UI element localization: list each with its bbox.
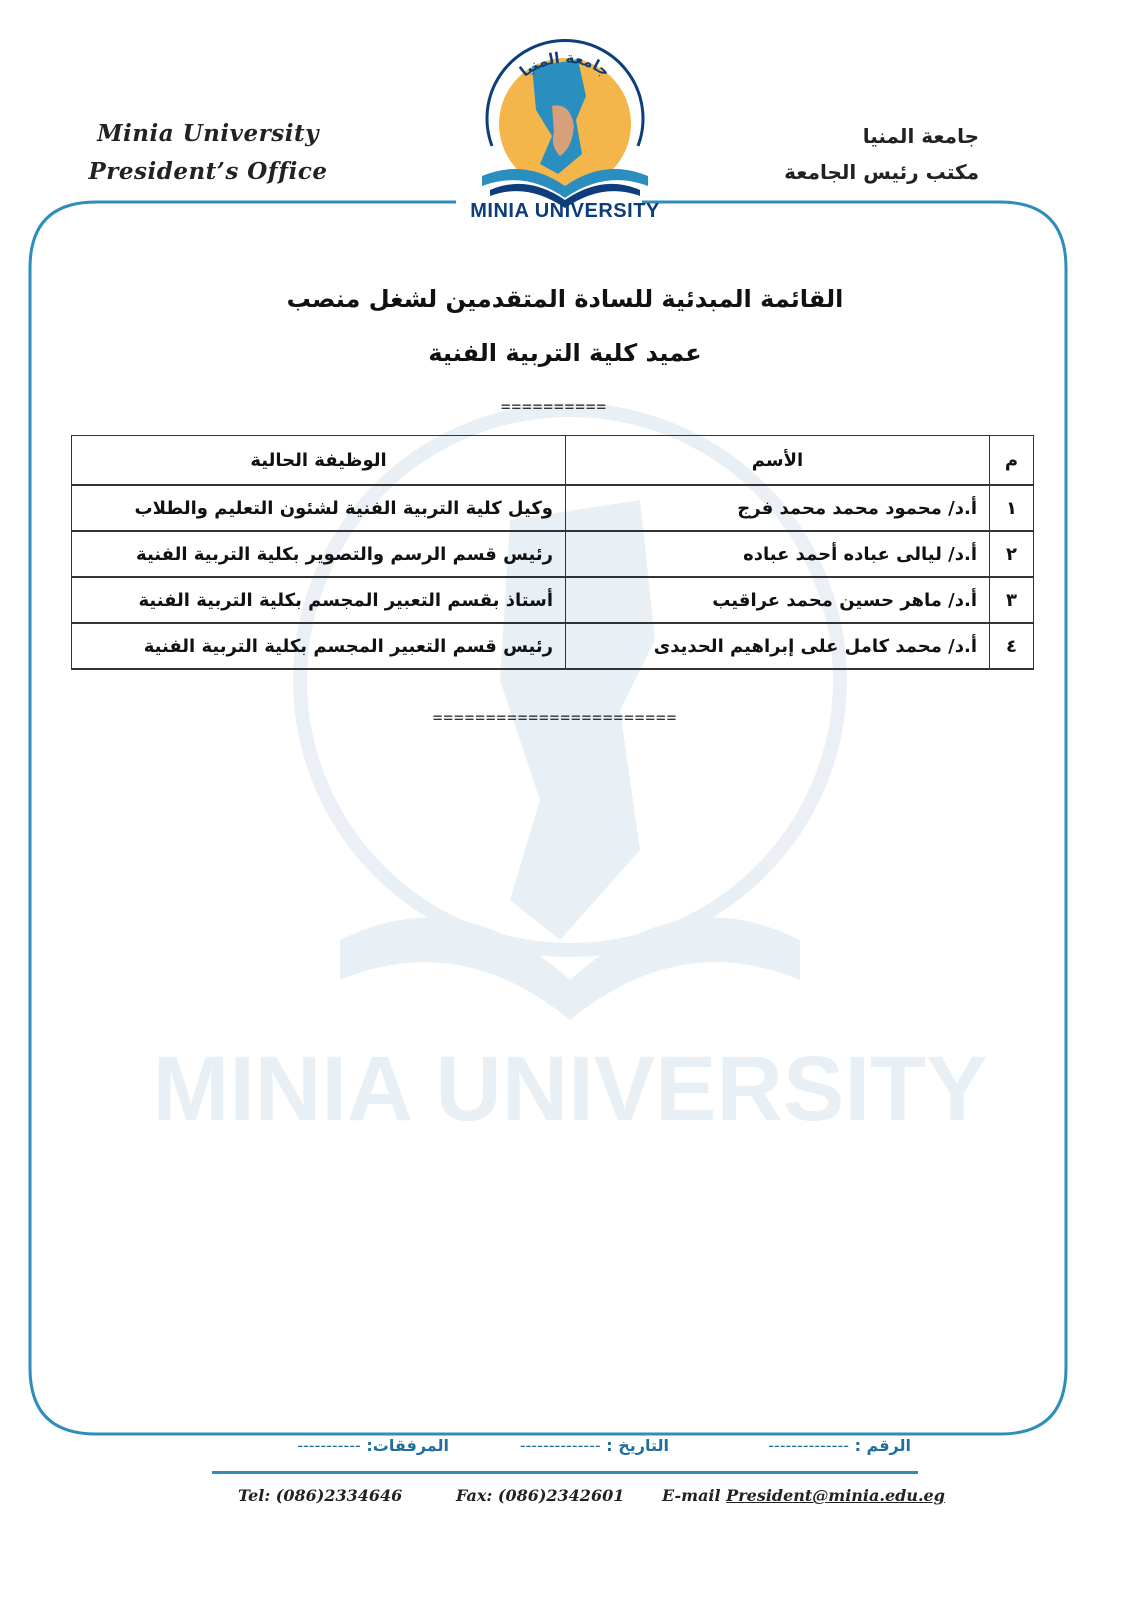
table-header-row — [72, 436, 1034, 486]
footer-attachments — [297, 1436, 449, 1455]
logo-wordmark: MINIA UNIVERSITY — [470, 200, 660, 222]
row-num: ٣ — [990, 577, 1034, 623]
footer-date — [520, 1436, 669, 1455]
page-title: القائمة المبدئية للسادة المتقدمين لشغل منصب — [286, 285, 844, 313]
candidates-table — [71, 435, 1034, 670]
header-en-university: Minia University — [97, 120, 319, 147]
header-ar-university: جامعة المنيا — [862, 124, 979, 148]
table-row — [72, 485, 1034, 531]
number-value: -------------- — [768, 1436, 849, 1455]
row-num: ٤ — [990, 623, 1034, 669]
header-ar-office: مكتب رئيس الجامعة — [784, 160, 979, 184]
separator-long: ======================= — [432, 708, 678, 727]
footer-divider — [212, 1471, 918, 1474]
watermark-text: MINIA UNIVERSITY — [152, 1038, 988, 1140]
row-name: أ.د/ ليالى عباده أحمد عباده — [566, 531, 990, 577]
footer-tel: Tel: (086)2334646 — [238, 1486, 403, 1505]
email-label: E-mail — [662, 1486, 721, 1505]
attachments-label: المرفقات: — [366, 1436, 449, 1455]
row-num: ١ — [990, 485, 1034, 531]
attachments-value: ----------- — [297, 1436, 361, 1455]
date-value: -------------- — [519, 1436, 601, 1455]
row-job: وكيل كلية التربية الفنية لشئون التعليم والطلاب — [72, 485, 566, 531]
row-name: أ.د/ محمود محمد محمد فرج — [566, 485, 990, 531]
header-name: الأسم — [566, 436, 990, 486]
date-label: التاريخ : — [606, 1436, 669, 1455]
header-job: الوظيفة الحالية — [72, 436, 566, 486]
row-job: رئيس قسم الرسم والتصوير بكلية التربية الفنية — [72, 531, 566, 577]
table-row — [72, 577, 1034, 623]
table-row — [72, 623, 1034, 669]
footer-fax: Fax: (086)2342601 — [456, 1486, 625, 1505]
row-name: أ.د/ ماهر حسين محمد عراقيب — [566, 577, 990, 623]
footer-email — [662, 1486, 945, 1505]
email-link[interactable]: President@minia.edu.eg — [726, 1486, 945, 1505]
logo-arc-text: جامعة المنيا — [516, 48, 614, 81]
row-name: أ.د/ محمد كامل على إبراهيم الحديدى — [566, 623, 990, 669]
row-job: أستاذ بقسم التعبير المجسم بكلية التربية الفنية — [72, 577, 566, 623]
page-frame — [26, 198, 1070, 1438]
footer-number — [768, 1436, 911, 1455]
row-num: ٢ — [990, 531, 1034, 577]
header-num: م — [990, 436, 1034, 486]
separator-short: ========== — [500, 397, 608, 416]
table-row — [72, 531, 1034, 577]
row-job: رئيس قسم التعبير المجسم بكلية التربية الفنية — [72, 623, 566, 669]
number-label: الرقم : — [854, 1436, 911, 1455]
header-en-office: President’s Office — [88, 158, 328, 185]
page-subtitle: عميد كلية التربية الفنية — [428, 339, 702, 367]
